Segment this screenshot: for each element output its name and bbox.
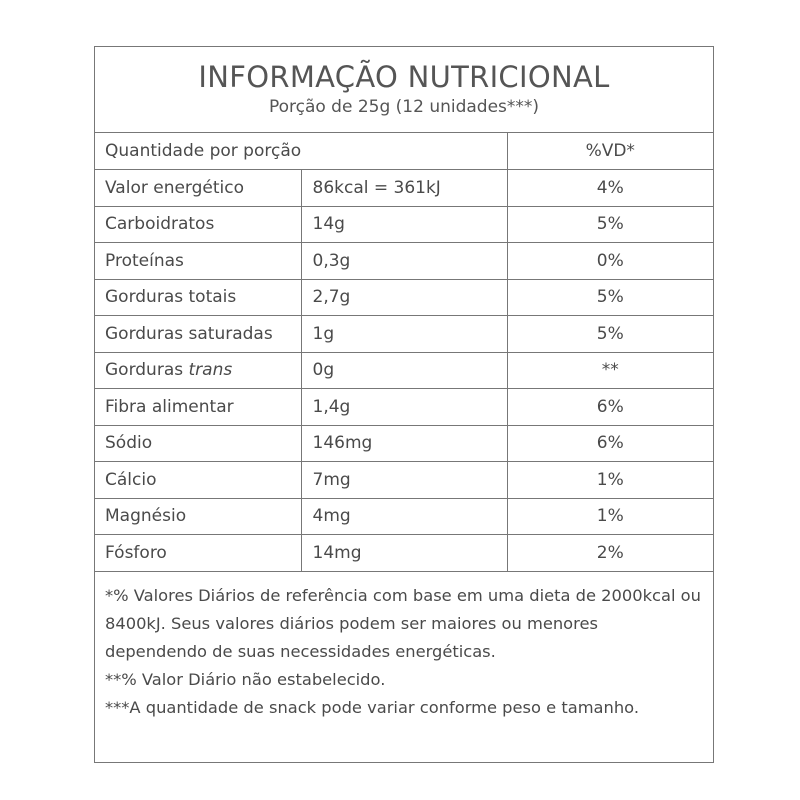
nutrient-name: Fibra alimentar	[95, 389, 301, 426]
table-row	[95, 243, 713, 280]
nutrient-name-prefix: Gorduras	[105, 360, 189, 381]
quantity-header: Quantidade por porção	[95, 133, 507, 170]
table-row	[95, 316, 713, 353]
nutrient-amount: 4mg	[301, 498, 507, 535]
nutrient-name: Gorduras saturadas	[95, 316, 301, 353]
table-row	[95, 535, 713, 572]
footnotes	[95, 572, 713, 722]
label-header	[95, 47, 713, 133]
nutrient-vd: 1%	[507, 462, 713, 499]
table-row	[95, 206, 713, 243]
nutrient-amount: 86kcal = 361kJ	[301, 170, 507, 207]
nutrient-amount: 2,7g	[301, 279, 507, 316]
table-row	[95, 352, 713, 389]
nutrient-name: Sódio	[95, 425, 301, 462]
nutrient-amount: 14g	[301, 206, 507, 243]
nutrient-name: Gorduras totais	[95, 279, 301, 316]
nutrient-vd: 5%	[507, 206, 713, 243]
nutrient-name: Valor energético	[95, 170, 301, 207]
nutrient-amount: 146mg	[301, 425, 507, 462]
nutrient-vd: 2%	[507, 535, 713, 572]
table-row	[95, 170, 713, 207]
nutrient-amount: 1g	[301, 316, 507, 353]
table-row	[95, 498, 713, 535]
table-row	[95, 279, 713, 316]
nutrient-vd: 6%	[507, 425, 713, 462]
nutrient-amount: 0g	[301, 352, 507, 389]
nutrient-vd: **	[507, 352, 713, 389]
nutrient-vd: 5%	[507, 279, 713, 316]
nutrient-name	[95, 352, 301, 389]
nutrient-vd: 4%	[507, 170, 713, 207]
nutrient-amount: 0,3g	[301, 243, 507, 280]
table-row	[95, 462, 713, 499]
footnote-not-established: **% Valor Diário não estabelecido.	[105, 669, 386, 689]
nutrition-table	[95, 133, 713, 572]
nutrition-facts-panel	[94, 46, 714, 763]
nutrient-name: Magnésio	[95, 498, 301, 535]
label-title: INFORMAÇÃO NUTRICIONAL	[198, 60, 610, 94]
nutrient-vd: 1%	[507, 498, 713, 535]
table-row	[95, 389, 713, 426]
nutrient-amount: 7mg	[301, 462, 507, 499]
nutrient-vd: 5%	[507, 316, 713, 353]
nutrient-vd: 0%	[507, 243, 713, 280]
nutrient-name: Fósforo	[95, 535, 301, 572]
footnote-daily-values: *% Valores Diários de referência com base em uma dieta de 2000kcal ou 8400kJ. Seus valores diários podem ser maiores ou menores dependendo de suas necessidades energéticas.	[105, 585, 701, 661]
vd-header: %VD*	[507, 133, 713, 170]
nutrient-name: Carboidratos	[95, 206, 301, 243]
nutrient-amount: 1,4g	[301, 389, 507, 426]
nutrient-name-italic: trans	[188, 360, 233, 381]
nutrient-name: Cálcio	[95, 462, 301, 499]
nutrient-amount: 14mg	[301, 535, 507, 572]
table-header-row	[95, 133, 713, 170]
nutrient-vd: 6%	[507, 389, 713, 426]
nutrient-name: Proteínas	[95, 243, 301, 280]
table-row	[95, 425, 713, 462]
footnote-snack-quantity: ***A quantidade de snack pode variar conforme peso e tamanho.	[105, 697, 640, 717]
portion-size: Porção de 25g (12 unidades***)	[268, 97, 540, 117]
